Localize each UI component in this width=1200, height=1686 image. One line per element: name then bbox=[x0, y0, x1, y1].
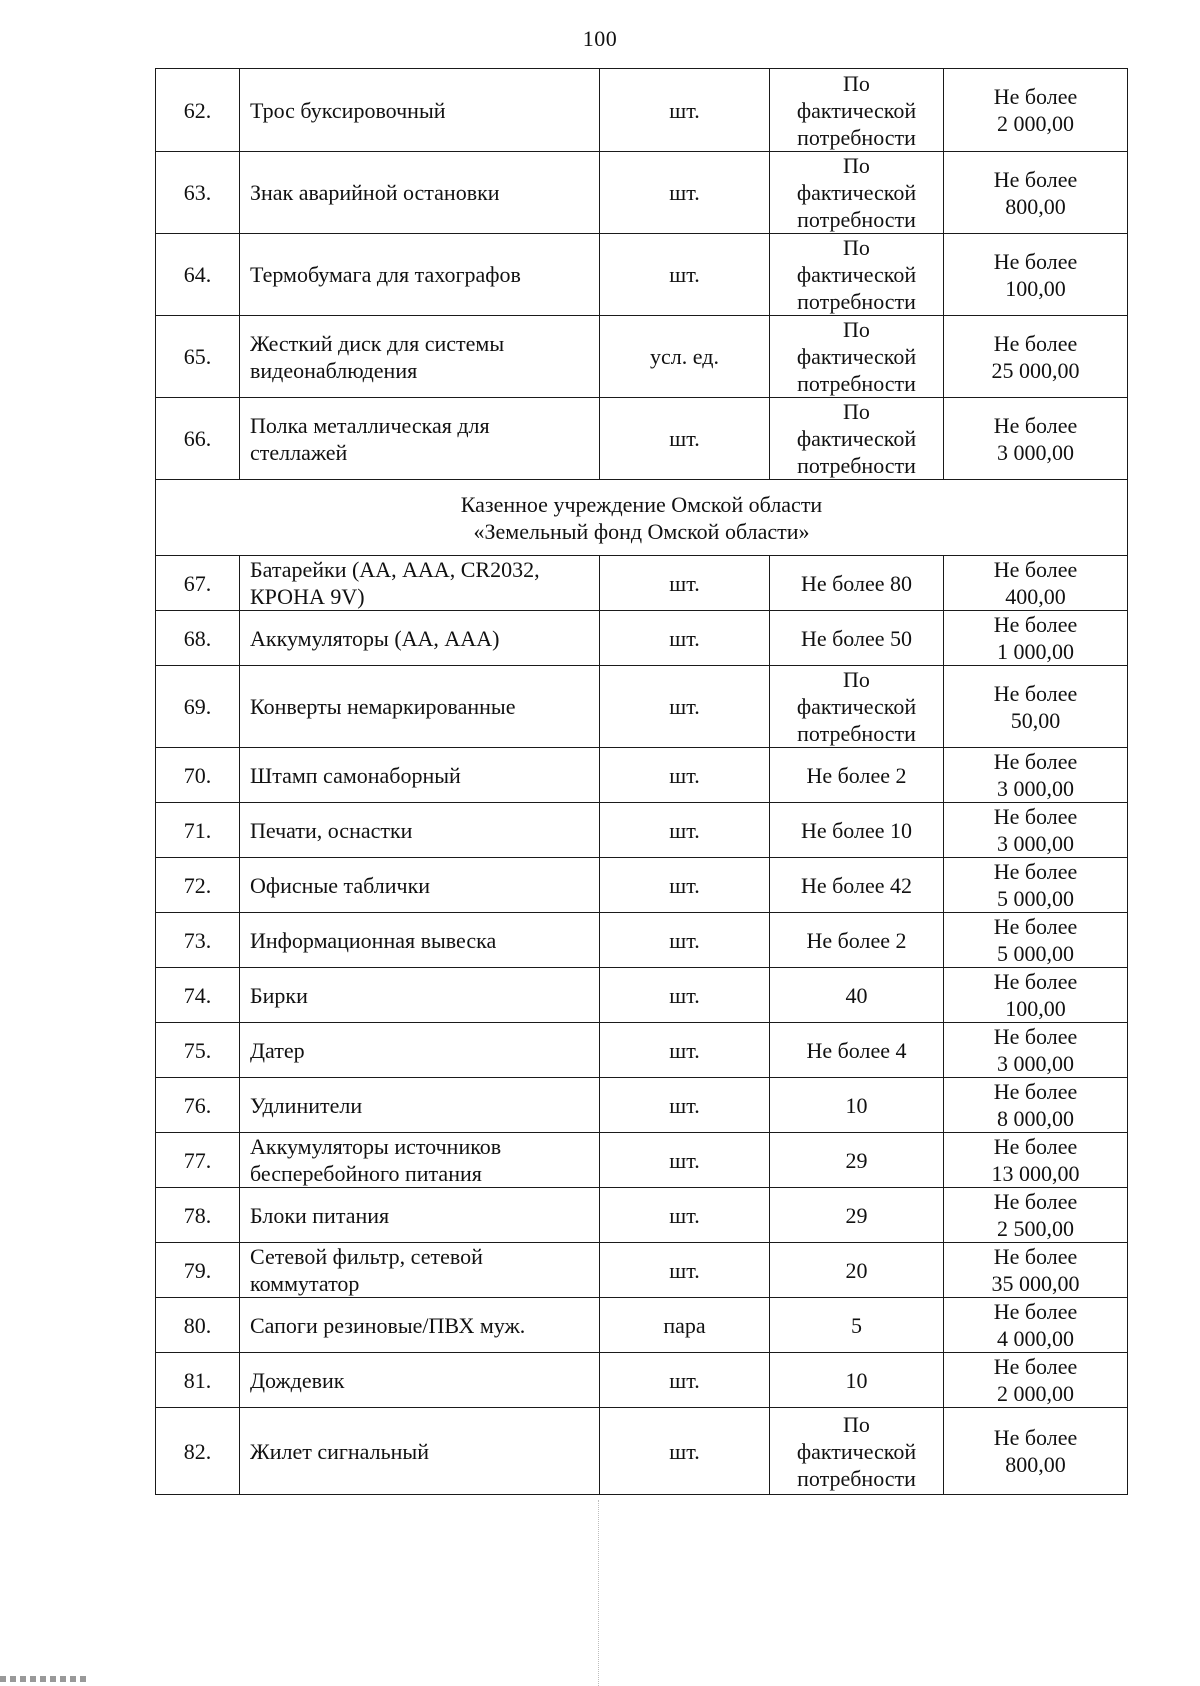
row-number-text: 68. bbox=[183, 625, 212, 651]
row-number-text: 67. bbox=[183, 570, 212, 596]
unit-of-measure-text: шт. bbox=[669, 1257, 700, 1283]
price-limit bbox=[944, 611, 1128, 666]
quantity bbox=[770, 1078, 944, 1133]
price-limit-text: Не более 3 000,00 bbox=[993, 749, 1078, 801]
table-row bbox=[156, 556, 1128, 611]
quantity bbox=[770, 748, 944, 803]
unit-of-measure bbox=[600, 858, 770, 913]
price-limit bbox=[944, 1078, 1128, 1133]
item-name-text: Знак аварийной остановки bbox=[250, 180, 500, 205]
unit-of-measure-text: шт. bbox=[669, 982, 700, 1008]
price-limit bbox=[944, 968, 1128, 1023]
price-limit bbox=[944, 1298, 1128, 1353]
row-number bbox=[156, 1298, 240, 1353]
price-limit-text: Не более 2 000,00 bbox=[993, 84, 1078, 136]
unit-of-measure-text: шт. bbox=[669, 426, 700, 451]
quantity-text: 5 bbox=[851, 1312, 862, 1338]
item-name-text: Сапоги резиновые/ПВХ муж. bbox=[250, 1312, 526, 1338]
price-limit bbox=[944, 666, 1128, 748]
quantity bbox=[770, 611, 944, 666]
quantity-text: 10 bbox=[845, 1092, 868, 1118]
item-name-text: Батарейки (АА, ААА, CR2032, КРОНА 9V) bbox=[250, 557, 540, 609]
unit-of-measure bbox=[600, 611, 770, 666]
table-row bbox=[156, 858, 1128, 913]
item-name bbox=[240, 152, 600, 234]
row-number bbox=[156, 1408, 240, 1495]
quantity bbox=[770, 234, 944, 316]
row-number-text: 81. bbox=[183, 1367, 212, 1393]
bottom-rows bbox=[156, 556, 1128, 1495]
unit-of-measure-text: шт. bbox=[669, 1092, 700, 1118]
price-limit-text: Не более 2 500,00 bbox=[993, 1189, 1078, 1241]
unit-of-measure bbox=[600, 1408, 770, 1495]
price-limit bbox=[944, 1243, 1128, 1298]
quantity bbox=[770, 1298, 944, 1353]
price-limit-text: Не более 4 000,00 bbox=[993, 1299, 1078, 1351]
unit-of-measure-text: пара bbox=[663, 1312, 706, 1338]
section-row bbox=[156, 480, 1128, 556]
quantity bbox=[770, 858, 944, 913]
unit-of-measure bbox=[600, 748, 770, 803]
quantity-text: 40 bbox=[845, 982, 868, 1008]
table-row bbox=[156, 1078, 1128, 1133]
unit-of-measure-text: шт. bbox=[669, 762, 700, 788]
item-name-text: Офисные таблички bbox=[250, 872, 431, 898]
price-limit bbox=[944, 858, 1128, 913]
item-name bbox=[240, 1023, 600, 1078]
price-limit-text: Не более 35 000,00 bbox=[991, 1244, 1080, 1296]
price-limit-text: Не более 3 000,00 bbox=[993, 412, 1078, 465]
unit-of-measure bbox=[600, 1243, 770, 1298]
table-row bbox=[156, 1408, 1128, 1495]
item-name-text: Датер bbox=[250, 1037, 305, 1063]
unit-of-measure bbox=[600, 556, 770, 611]
price-limit bbox=[944, 69, 1128, 152]
quantity-text: По фактической потребности bbox=[796, 70, 917, 150]
price-limit-text: Не более 400,00 bbox=[993, 557, 1078, 609]
row-number bbox=[156, 611, 240, 666]
quantity bbox=[770, 803, 944, 858]
row-number bbox=[156, 1243, 240, 1298]
unit-of-measure-text: шт. bbox=[669, 262, 700, 287]
item-name bbox=[240, 1188, 600, 1243]
quantity bbox=[770, 316, 944, 398]
item-name bbox=[240, 748, 600, 803]
table-row bbox=[156, 69, 1128, 152]
quantity bbox=[770, 666, 944, 748]
quantity-text: Не более 42 bbox=[800, 872, 913, 898]
unit-of-measure-text: шт. bbox=[669, 694, 700, 719]
item-name bbox=[240, 1133, 600, 1188]
row-number-text: 75. bbox=[183, 1037, 212, 1063]
row-number-text: 73. bbox=[183, 927, 212, 953]
quantity-text: По фактической потребности bbox=[796, 317, 917, 396]
quantity-text: 10 bbox=[845, 1367, 868, 1393]
table-row bbox=[156, 316, 1128, 398]
unit-of-measure-text: усл. ед. bbox=[650, 344, 719, 369]
unit-of-measure bbox=[600, 1353, 770, 1408]
price-limit-text: Не более 2 000,00 bbox=[993, 1354, 1078, 1406]
quantity-text: 20 bbox=[845, 1257, 868, 1283]
price-limit bbox=[944, 1353, 1128, 1408]
item-name bbox=[240, 611, 600, 666]
table-row bbox=[156, 803, 1128, 858]
item-name-text: Жилет сигнальный bbox=[250, 1438, 429, 1464]
row-number-text: 69. bbox=[183, 694, 212, 719]
row-number bbox=[156, 1353, 240, 1408]
price-limit-text: Не более 8 000,00 bbox=[993, 1079, 1078, 1131]
item-name bbox=[240, 234, 600, 316]
item-name bbox=[240, 398, 600, 480]
unit-of-measure-text: шт. bbox=[669, 1202, 700, 1228]
item-name bbox=[240, 858, 600, 913]
row-number-text: 74. bbox=[183, 982, 212, 1008]
item-name bbox=[240, 69, 600, 152]
row-number-text: 72. bbox=[183, 872, 212, 898]
row-number-text: 82. bbox=[183, 1438, 212, 1464]
table-row bbox=[156, 1133, 1128, 1188]
quantity-text: Не более 2 bbox=[806, 762, 907, 788]
unit-of-measure-text: шт. bbox=[669, 1367, 700, 1393]
table-row bbox=[156, 748, 1128, 803]
section-title-line1: Казенное учреждение Омской области bbox=[460, 491, 823, 517]
price-limit-text: Не более 5 000,00 bbox=[993, 859, 1078, 911]
row-number-text: 80. bbox=[183, 1312, 212, 1338]
table-row bbox=[156, 666, 1128, 748]
unit-of-measure bbox=[600, 1133, 770, 1188]
price-limit-text: Не более 50,00 bbox=[993, 680, 1078, 733]
quantity bbox=[770, 1353, 944, 1408]
unit-of-measure bbox=[600, 1023, 770, 1078]
price-limit-text: Не более 100,00 bbox=[993, 969, 1078, 1021]
quantity bbox=[770, 1408, 944, 1495]
row-number-text: 62. bbox=[183, 97, 212, 123]
quantity-text: Не более 2 bbox=[806, 927, 907, 953]
row-number bbox=[156, 1188, 240, 1243]
quantity-text: Не более 4 bbox=[806, 1037, 907, 1063]
unit-of-measure-text: шт. bbox=[669, 625, 700, 651]
page-number: 100 bbox=[582, 26, 618, 51]
price-limit bbox=[944, 1023, 1128, 1078]
item-name-text: Трос буксировочный bbox=[250, 97, 446, 123]
row-number bbox=[156, 666, 240, 748]
price-limit-text: Не более 800,00 bbox=[993, 166, 1078, 219]
price-limit bbox=[944, 803, 1128, 858]
item-name bbox=[240, 1243, 600, 1298]
top-rows bbox=[156, 69, 1128, 480]
quantity bbox=[770, 1023, 944, 1078]
item-name-text: Аккумуляторы (АА, ААА) bbox=[250, 625, 500, 651]
unit-of-measure-text: шт. bbox=[669, 97, 700, 123]
price-limit-text: Не более 100,00 bbox=[993, 248, 1078, 301]
table-row bbox=[156, 611, 1128, 666]
item-name-text: Информационная вывеска bbox=[250, 927, 497, 953]
quantity-text: 29 bbox=[845, 1147, 868, 1173]
row-number bbox=[156, 858, 240, 913]
unit-of-measure-text: шт. bbox=[669, 1147, 700, 1173]
quantity bbox=[770, 913, 944, 968]
quantity bbox=[770, 1188, 944, 1243]
quantity-text: Не более 80 bbox=[800, 570, 913, 596]
table-row bbox=[156, 234, 1128, 316]
row-number-text: 63. bbox=[183, 180, 212, 205]
quantity-text: Не более 10 bbox=[800, 817, 913, 843]
row-number-text: 66. bbox=[183, 426, 212, 451]
unit-of-measure-text: шт. bbox=[669, 1438, 700, 1464]
quantity-text: Не более 50 bbox=[800, 625, 913, 651]
price-limit-text: Не более 1 000,00 bbox=[993, 612, 1078, 664]
quantity bbox=[770, 968, 944, 1023]
item-name bbox=[240, 968, 600, 1023]
item-name bbox=[240, 1353, 600, 1408]
item-name bbox=[240, 1298, 600, 1353]
price-limit bbox=[944, 913, 1128, 968]
quantity-text: По фактической потребности bbox=[796, 153, 917, 232]
item-name bbox=[240, 913, 600, 968]
table-row bbox=[156, 913, 1128, 968]
row-number bbox=[156, 913, 240, 968]
price-limit bbox=[944, 1188, 1128, 1243]
item-name bbox=[240, 316, 600, 398]
item-name-text: Штамп самонаборный bbox=[250, 762, 461, 788]
quantity-text: По фактической потребности bbox=[796, 667, 917, 746]
unit-of-measure bbox=[600, 968, 770, 1023]
quantity-text: По фактической потребности bbox=[796, 1411, 917, 1491]
price-limit bbox=[944, 398, 1128, 480]
item-name bbox=[240, 556, 600, 611]
row-number-text: 79. bbox=[183, 1257, 212, 1283]
row-number-text: 77. bbox=[183, 1147, 212, 1173]
unit-of-measure bbox=[600, 234, 770, 316]
table-row bbox=[156, 1243, 1128, 1298]
quantity-text: По фактической потребности bbox=[796, 399, 917, 478]
quantity bbox=[770, 69, 944, 152]
table-row bbox=[156, 1298, 1128, 1353]
unit-of-measure bbox=[600, 1078, 770, 1133]
section-block bbox=[156, 480, 1128, 556]
section-title-line2: «Земельный фонд Омской области» bbox=[473, 518, 810, 544]
item-name-text: Аккумуляторы источников бесперебойного питания bbox=[250, 1134, 502, 1186]
quantity bbox=[770, 556, 944, 611]
price-limit bbox=[944, 1408, 1128, 1495]
item-name bbox=[240, 1408, 600, 1495]
quantity bbox=[770, 1133, 944, 1188]
price-limit bbox=[944, 556, 1128, 611]
unit-of-measure-text: шт. bbox=[669, 817, 700, 843]
unit-of-measure bbox=[600, 69, 770, 152]
quantity bbox=[770, 1243, 944, 1298]
row-number-text: 70. bbox=[183, 762, 212, 788]
unit-of-measure bbox=[600, 152, 770, 234]
quantity bbox=[770, 398, 944, 480]
item-name-text: Дождевик bbox=[250, 1367, 345, 1393]
unit-of-measure-text: шт. bbox=[669, 872, 700, 898]
price-limit-text: Не более 3 000,00 bbox=[993, 804, 1078, 856]
unit-of-measure bbox=[600, 1188, 770, 1243]
unit-of-measure bbox=[600, 398, 770, 480]
price-limit bbox=[944, 748, 1128, 803]
table-row bbox=[156, 1188, 1128, 1243]
item-name-text: Печати, оснастки bbox=[250, 817, 413, 843]
scan-edge-mark bbox=[598, 1500, 600, 1686]
price-limit-text: Не более 13 000,00 bbox=[991, 1134, 1080, 1186]
unit-of-measure-text: шт. bbox=[669, 927, 700, 953]
unit-of-measure bbox=[600, 316, 770, 398]
item-name-text: Бирки bbox=[250, 982, 308, 1008]
item-name bbox=[240, 803, 600, 858]
unit-of-measure bbox=[600, 803, 770, 858]
price-limit bbox=[944, 316, 1128, 398]
row-number bbox=[156, 1133, 240, 1188]
item-name bbox=[240, 666, 600, 748]
unit-of-measure-text: шт. bbox=[669, 180, 700, 205]
row-number bbox=[156, 316, 240, 398]
item-name-text: Удлинители bbox=[250, 1092, 363, 1118]
unit-of-measure bbox=[600, 1298, 770, 1353]
row-number-text: 71. bbox=[183, 817, 212, 843]
price-limit-text: Не более 5 000,00 bbox=[993, 914, 1078, 966]
row-number bbox=[156, 234, 240, 316]
row-number-text: 64. bbox=[183, 262, 212, 287]
row-number bbox=[156, 1078, 240, 1133]
table-row bbox=[156, 968, 1128, 1023]
row-number-text: 65. bbox=[183, 344, 212, 369]
row-number-text: 76. bbox=[183, 1092, 212, 1118]
price-limit bbox=[944, 1133, 1128, 1188]
item-name-text: Сетевой фильтр, сетевой коммутатор bbox=[250, 1244, 483, 1296]
price-limit-text: Не более 3 000,00 bbox=[993, 1024, 1078, 1076]
unit-of-measure-text: шт. bbox=[669, 570, 700, 596]
row-number bbox=[156, 152, 240, 234]
row-number bbox=[156, 556, 240, 611]
item-name-text: Жесткий диск для системы видеонаблюдения bbox=[250, 330, 505, 383]
table-row bbox=[156, 152, 1128, 234]
row-number bbox=[156, 1023, 240, 1078]
item-name-text: Термобумага для тахографов bbox=[250, 262, 521, 287]
section-header bbox=[156, 480, 1128, 556]
row-number bbox=[156, 398, 240, 480]
unit-of-measure-text: шт. bbox=[669, 1037, 700, 1063]
row-number-text: 78. bbox=[183, 1202, 212, 1228]
row-number bbox=[156, 69, 240, 152]
item-name-text: Блоки питания bbox=[250, 1202, 390, 1228]
row-number bbox=[156, 803, 240, 858]
unit-of-measure bbox=[600, 913, 770, 968]
item-name bbox=[240, 1078, 600, 1133]
price-limit bbox=[944, 152, 1128, 234]
supply-norms-table bbox=[155, 68, 1128, 1495]
item-name-text: Конверты немаркированные bbox=[250, 694, 516, 719]
price-limit-text: Не более 25 000,00 bbox=[991, 330, 1080, 383]
table-row bbox=[156, 398, 1128, 480]
quantity-text: По фактической потребности bbox=[796, 235, 917, 314]
table-row bbox=[156, 1023, 1128, 1078]
quantity-text: 29 bbox=[845, 1202, 868, 1228]
price-limit-text: Не более 800,00 bbox=[993, 1425, 1078, 1477]
item-name-text: Полка металлическая для стеллажей bbox=[250, 412, 490, 465]
row-number bbox=[156, 968, 240, 1023]
price-limit bbox=[944, 234, 1128, 316]
quantity bbox=[770, 152, 944, 234]
unit-of-measure bbox=[600, 666, 770, 748]
table-row bbox=[156, 1353, 1128, 1408]
scan-corner-mark bbox=[0, 1676, 90, 1682]
row-number bbox=[156, 748, 240, 803]
